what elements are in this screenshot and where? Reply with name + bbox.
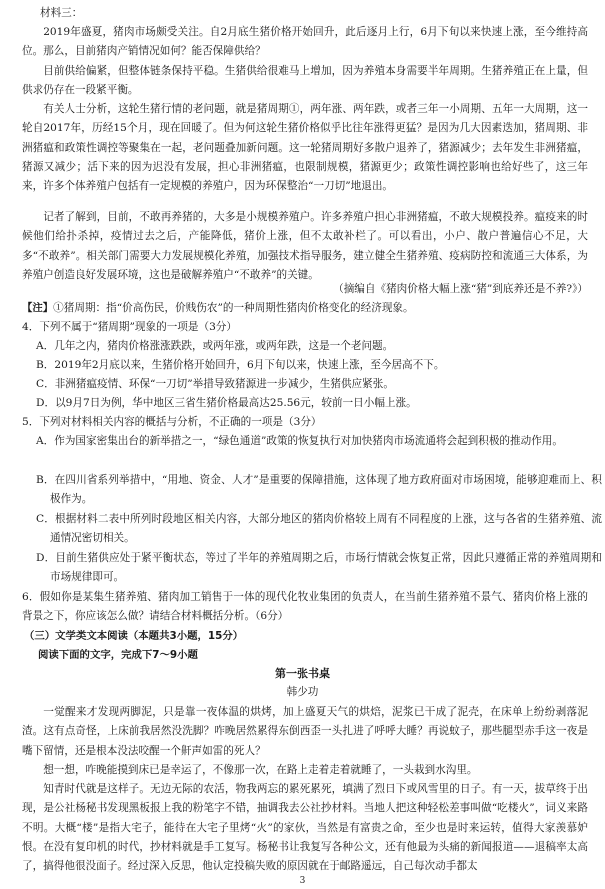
page-number: 3 (299, 876, 306, 886)
question-4-stem: 4．下列不属于“猪周期”现象的一项是（3分） (22, 321, 237, 333)
question-5-option-a: A．作为国家密集出台的新举措之一，“绿色通道”政策的恢复执行对加快猪肉市场流通将会起到积极的推动作用。 (36, 435, 563, 447)
story-paragraph-3: 知青时代就是这样子。无边无际的农活，物我两忘的累死累死，填满了烈日下或风雪里的日子。有一天，拔草终于出现，是公社杨秘书发现黑板报上我的粉笔字不错，抽调我去公社抄材料。当地人把这种轻松差事叫做“吃楼火”，词义来路不明。大概“楼”是指大宅子，能待在大宅子里烤“火”的家伙，当然是有富贵之命，至少也是时来运转，值得大家羡慕妒恨。 (22, 783, 588, 853)
material-heading: 材料三： (40, 7, 83, 19)
material-paragraph-4: 记者了解到，目前，不敢再养猪的，大多是小规模养殖户。许多养殖户担心非洲猪瘟，不敢大规模投养。瘟疫来的时候他们给扑杀掉，疫情过去之后，产能降低，猪价上涨，但不太敢补栏了。可以看出，小户、散户普遍信心不足，大多“不敢养”。相关部门需要大力发展规模化养殖，加强技术指导服务，建立健全生猪养殖、疫病防控和流通三大体系，为养殖户创造良好发展环境，这也是破解养殖户“不敢养”的关键。 (22, 211, 588, 281)
footnote-text: ①猪周期：指“价高伤民，价贱伤农”的一种周期性猪肉价格变化的经济现象。 (53, 302, 414, 314)
question-4-option-c: C．非洲猪瘟疫情、环保“一刀切”举措导致猪源进一步减少，生猪供应紧张。 (36, 378, 394, 390)
story-paragraph-1: 一觉醒来才发现两脚泥，只是靠一夜体温的烘烤，加上盛夏天气的烘焙，泥浆已干成了泥壳，在床单上纷纷剥落泥渣。这有点奇怪，上床前我居然没洗脚？咋晚居然累得东倒西歪一头扎进了呼呼大睡？再说蚊子，那些腿型赤手这一夜是嘴下留情，还是根本没法咬醒一个鼾声如雷的死人？ (22, 706, 588, 757)
story-title: 第一张书桌 (275, 667, 330, 680)
story-paragraph-4: 在没有复印机的时代，抄材料就是手工复写。杨秘书让我复写各种公文，还有他最为头痛的新闻报道——退稿率太高了，搞得他很没面子。经过深入反思，他认定投稿失败的原因就在于邮路遥远，自己每次动手都太 (22, 841, 588, 873)
material-paragraph-1: 2019年盛夏，猪肉市场颇受关注。自2月底生猪价格开始回升，此后逐月上行，6月下旬以来快速上涨，至今维持高位。那么，目前猪肉产销情况如何？能否保障供给？ (22, 26, 588, 58)
section-3-heading: （三）文学类文本阅读（本题共3小题，15分） (24, 630, 244, 642)
question-5-option-b: B．在四川省系列举措中，“用地、资金、人才”是重要的保障措施，这体现了地方政府面对市场困境，能够迎难而上、积极作为。 (36, 474, 602, 506)
material-paragraph-3: 有关人士分析，这轮生猪行情的老问题，就是猪周期①，两年涨、两年跌，或者三年一小周期、五年一大周期，这一轮自2017年，历经15个月，现在回暖了。但为何这轮生猪价格似乎比往年涨得更猛？是因为几大因素迭加，猪周期、非洲猪瘟和政策性调控等聚集在一起，老问题叠加新问题。这一轮猪周期好多散户退养了，猪源减少；去年发生非洲猪瘟，猪源又减少；活下来的因为迟没有发展，担心非洲猪瘟，也限制规模，猪源更少；政策性调控影响也给好些了，这三年来，许多个体养殖户包括有一定规模的养殖户，因为环保整治“一刀切”地退出。 (22, 103, 588, 193)
question-5-stem: 5．下列对材料相关内容的概括与分析，不正确的一项是（3分） (22, 416, 322, 428)
story-author: 韩少功 (286, 686, 319, 698)
footnote-label: 【注】 (22, 302, 54, 314)
material-source: （摘编自《猪肉价格大幅上涨“猪”到底养还是不养?》） (333, 283, 588, 295)
material-paragraph-2: 目前供给偏紧，但整体链条保持平稳。生猪供给很难马上增加，因为养殖本身需要半年周期。生猪养殖正在上量，但供求仍存在一段紧平衡。 (22, 65, 588, 97)
question-4-option-a: A．几年之内，猪肉价格涨涨跌跌，或两年涨，或两年跌，这是一个老问题。 (36, 340, 394, 352)
question-5-option-d: D．目前生猪供应处于紧平衡状态，等过了半年的养殖周期之后，市场行情就会恢复正常，因此只遵循正常的养殖周期和市场规律即可。 (36, 552, 602, 584)
question-6: 6．假如你是某集生猪养殖、猪肉加工销售于一体的现代化牧业集团的负责人，在当前生猪养殖不景气、猪肉价格上涨的背景之下，你应该怎么做？请结合材料概括分析。（6分） (22, 591, 588, 623)
question-4-option-b: B．2019年2月底以来，生猪价格开始回升，6月下旬以来，快速上涨，至今居高不下。 (36, 359, 445, 371)
question-5-option-c: C．根据材料二表中所列时段地区相关内容，大部分地区的猪肉价格较上周有不同程度的上涨，这与各省的生猪养殖、流通情况密切相关。 (36, 513, 602, 545)
story-paragraph-2: 想一想，咋晚能摸到床已是幸运了，不像那一次，在路上走着走着就睡了，一头栽到水沟里。 (43, 764, 478, 776)
section-3-instruction: 阅读下面的文字，完成下7～9小题 (38, 649, 198, 661)
footnote (22, 299, 588, 318)
question-4-option-d: D．以9月7日为例，华中地区三省生猪价格最高达25.56元，较前一日小幅上涨。 (36, 397, 417, 409)
